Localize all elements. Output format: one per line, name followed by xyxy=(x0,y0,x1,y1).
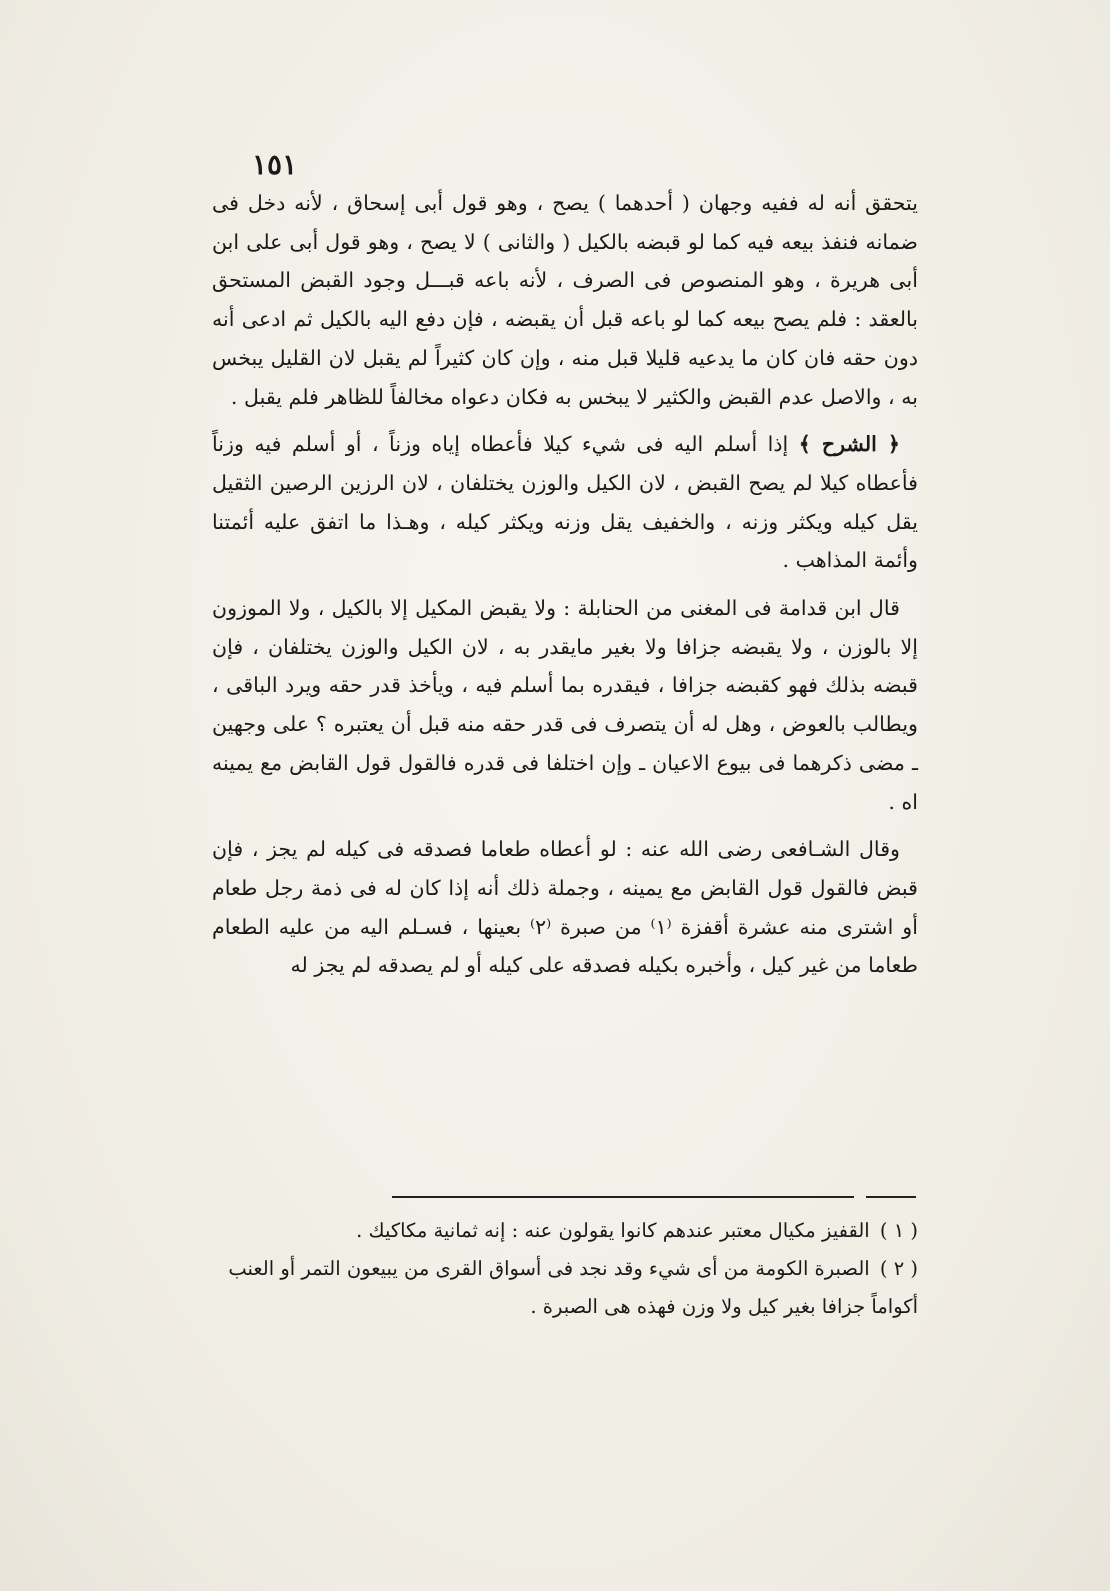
footnote-rule-long xyxy=(392,1196,854,1198)
paragraph-text: إذا أسلم اليه فى شيء كيلا فأعطاه إياه وزناً ، أو أسلم فيه وزناً فأعطاه كيلا لم يصح القبض ، لان الكيل والوزن يختلفان ، لان الرزين الرصين الثقيل يقل كيله ويكثر وزنه ، والخفيف يقل وزنه ويكثر كيله ، وهـذا ما اتفق عليه أئمتنا وأئمة المذاهب . xyxy=(212,432,918,573)
paragraph-4 xyxy=(212,830,918,985)
paragraph-1 xyxy=(212,184,918,416)
footnote-number: ( ١ ) xyxy=(879,1219,918,1242)
footnote-1 xyxy=(212,1212,918,1250)
paragraph-2 xyxy=(212,425,918,580)
footnote-text: الصبرة الكومة من أى شيء وقد نجد فى أسواق القرى من يبيعون التمر أو العنب أكواماً جزافا بغير كيل ولا وزن فهذه هى الصبرة . xyxy=(228,1257,918,1318)
paragraph-text: يتحقق أنه له ففيه وجهان ( أحدهما ) يصح ، وهو قول أبى إسحاق ، لأنه دخل فى ضمانه فنفذ بيعه فيه كما لو قبضه بالكيل ( والثانى ) لا يصح ، وهو قول أبى على ابن أبى هريرة ، وهو المنصوص فى الصرف ، لأنه باعه قبـــل وجود القبض المستحق بالعقد : فلم يصح بيعه كما لو باعه قبل أن يقبضه ، فإن دفع اليه بالكيل ثم ادعى أنه دون حقه فان كان ما يدعيه قليلا قبل منه ، وإن كان كثيراً لم يقبل لان القليل يبخس به ، والاصل عدم القبض والكثير لا يبخس به فكان دعواه مخالفاً للظاهر فلم يقبل . xyxy=(212,191,918,409)
footnote-number: ( ٢ ) xyxy=(879,1257,918,1280)
footnotes xyxy=(212,1212,918,1326)
paragraph-text: وقال الشـافعى رضى الله عنه : لو أعطاه طعاما فصدقه فى كيله لم يجز ، فإن قبض فالقول قول القابض مع يمينه ، وجملة ذلك أنه إذا كان له فى ذمة رجل طعام أو اشترى منه عشرة أقفزة ⁽١⁾ من صبرة ⁽٢⁾ بعينها ، فسـلم اليه من عليه الطعام طعاما من غير كيل ، وأخبره بكيله فصدقه على كيله أو لم يصدقه لم يجز له xyxy=(212,837,918,978)
footnote-text: القفيز مكيال معتبر عندهم كانوا يقولون عنه : إنه ثمانية مكاكيك . xyxy=(356,1219,870,1242)
body-text xyxy=(212,184,918,994)
paragraph-text: قال ابن قدامة فى المغنى من الحنابلة : ولا يقبض المكيل إلا بالكيل ، ولا الموزون إلا بالوزن ، ولا يقبضه جزافا ولا بغير مايقدر به ، لان الكيل والوزن يختلفان ، فإن قبضه بذلك فهو كقبضه جزافا ، فيقدره بما أسلم فيه ، ويأخذ قدر حقه ويرد الباقى ، ويطالب بالعوض ، وهل له أن يتصرف فى قدر حقه منه قبل أن يعتبره ؟ على وجهين ـ مضى ذكرهما فى بيوع الاعيان ـ وإن اختلفا فى قدره فالقول قول القابض مع يمينه اه . xyxy=(212,596,918,814)
footnote-2 xyxy=(212,1250,918,1326)
page-number: ١٥١ xyxy=(252,148,298,181)
paragraph-3 xyxy=(212,589,918,821)
footnote-rule-short xyxy=(866,1196,916,1198)
sharh-label: ﴿ الشرح ﴾ xyxy=(798,432,900,457)
